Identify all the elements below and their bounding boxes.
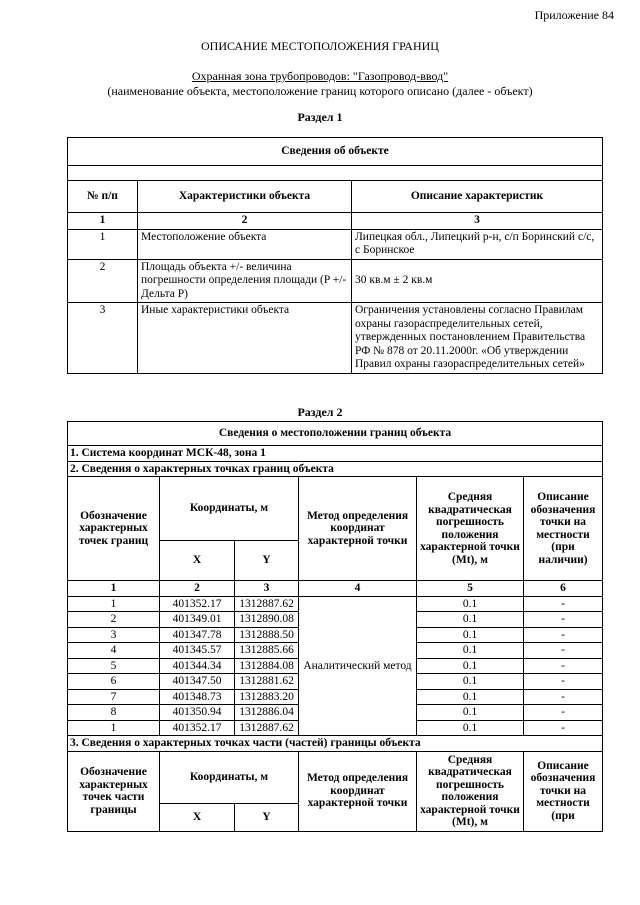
header-number: № п/п xyxy=(68,181,138,213)
header-coords: Координаты, м xyxy=(160,477,299,541)
point-id: 6 xyxy=(68,674,160,690)
appendix-label: Приложение 84 xyxy=(534,8,614,22)
point-y: 1312883.20 xyxy=(235,689,299,705)
point-y: 1312881.62 xyxy=(235,674,299,690)
point-y: 1312885.66 xyxy=(235,643,299,659)
header-accuracy: Средняя квадратическая погрешность положения характерной точки (Mt), м xyxy=(417,477,524,581)
point-y: 1312884.08 xyxy=(235,658,299,674)
point-x: 401352.17 xyxy=(160,596,235,612)
point-desc: - xyxy=(524,674,603,690)
point-id: 7 xyxy=(68,689,160,705)
point-desc: - xyxy=(524,689,603,705)
section2-title: Раздел 2 xyxy=(297,405,343,419)
header-characteristics: Характеристики объекта xyxy=(138,181,352,213)
col-number: 5 xyxy=(417,581,524,597)
col-number: 1 xyxy=(68,213,138,230)
point-id: 1 xyxy=(68,720,160,736)
header-x: X xyxy=(160,541,235,581)
object-note: (наименование объекта, местоположение границ которого описано (далее - объект) xyxy=(107,84,533,98)
header-point-description: Описание обозначения точки на местности (при наличии) xyxy=(524,477,603,581)
object-info-table xyxy=(67,137,603,374)
boundary-table-title: Сведения о местоположении границ объекта xyxy=(68,422,603,446)
point-method: Аналитический метод xyxy=(299,596,417,736)
point-desc: - xyxy=(524,643,603,659)
parts-header-designation: Обозначение характерных точек части границы xyxy=(68,751,160,831)
point-mt: 0.1 xyxy=(417,627,524,643)
point-mt: 0.1 xyxy=(417,612,524,628)
boundary-table xyxy=(67,421,603,832)
col-number: 1 xyxy=(68,581,160,597)
row-name: Местоположение объекта xyxy=(138,229,352,259)
spacer-row xyxy=(68,166,603,181)
point-desc: - xyxy=(524,720,603,736)
parts-header-accuracy: Средняя квадратическая погрешность положения характерной точки (Mt), м xyxy=(417,751,524,831)
object-name xyxy=(0,69,640,84)
parts-header-x: X xyxy=(160,803,235,831)
point-desc: - xyxy=(524,612,603,628)
row-number: 2 xyxy=(68,259,138,303)
point-x: 401348.73 xyxy=(160,689,235,705)
point-mt: 0.1 xyxy=(417,658,524,674)
header-y: Y xyxy=(235,541,299,581)
point-mt: 0.1 xyxy=(417,720,524,736)
point-y: 1312890.08 xyxy=(235,612,299,628)
point-id: 5 xyxy=(68,658,160,674)
header-method: Метод определения координат характерной точки xyxy=(299,477,417,581)
header-description: Описание характеристик xyxy=(352,181,603,213)
point-desc: - xyxy=(524,705,603,721)
point-mt: 0.1 xyxy=(417,689,524,705)
col-number: 2 xyxy=(160,581,235,597)
table-row xyxy=(68,259,603,303)
row-value: Ограничения установлены согласно Правилам охраны газораспределительных сетей, утвержденных постановлением Правительства РФ № 878 от 20.11.2000г. «Об утверждении Правил охраны газораспределительных сетей» xyxy=(352,303,603,374)
point-id: 2 xyxy=(68,612,160,628)
point-y: 1312887.62 xyxy=(235,720,299,736)
row-value: 30 кв.м ± 2 кв.м xyxy=(352,259,603,303)
row-number: 3 xyxy=(68,303,138,374)
point-id: 8 xyxy=(68,705,160,721)
parts-header-method: Метод определения координат характерной точки xyxy=(299,751,417,831)
point-x: 401347.50 xyxy=(160,674,235,690)
point-mt: 0.1 xyxy=(417,596,524,612)
point-y: 1312888.50 xyxy=(235,627,299,643)
point-x: 401345.57 xyxy=(160,643,235,659)
row-number: 1 xyxy=(68,229,138,259)
point-id: 1 xyxy=(68,596,160,612)
point-id: 4 xyxy=(68,643,160,659)
table-row xyxy=(68,229,603,259)
parts-header-point-description: Описание обозначения точки на местности (при xyxy=(524,751,603,831)
col-number: 4 xyxy=(299,581,417,597)
object-info-table-title: Сведения об объекте xyxy=(68,138,603,166)
table-row xyxy=(68,303,603,374)
parts-title: 3. Сведения о характерных точках части (частей) границы объекта xyxy=(68,736,603,752)
col-number: 3 xyxy=(352,213,603,230)
point-mt: 0.1 xyxy=(417,674,524,690)
point-x: 401349.01 xyxy=(160,612,235,628)
points-title: 2. Сведения о характерных точках границ объекта xyxy=(68,461,603,477)
parts-header-coords: Координаты, м xyxy=(160,751,299,803)
object-name-text: Охранная зона трубопроводов: "Газопровод-ввод" xyxy=(191,69,449,83)
section1-title: Раздел 1 xyxy=(297,110,343,124)
table-row xyxy=(68,596,603,612)
point-x: 401350.94 xyxy=(160,705,235,721)
col-number: 2 xyxy=(138,213,352,230)
coord-system: 1. Система координат МСК-48, зона 1 xyxy=(68,446,603,462)
point-id: 3 xyxy=(68,627,160,643)
row-name: Площадь объекта +/- величина погрешности определения площади (P +/- Дельта P) xyxy=(138,259,352,303)
point-y: 1312887.62 xyxy=(235,596,299,612)
col-number: 6 xyxy=(524,581,603,597)
point-desc: - xyxy=(524,658,603,674)
document-title: ОПИСАНИЕ МЕСТОПОЛОЖЕНИЯ ГРАНИЦ xyxy=(201,39,439,53)
header-designation: Обозначение характерных точек границ xyxy=(68,477,160,581)
point-x: 401344.34 xyxy=(160,658,235,674)
col-number: 3 xyxy=(235,581,299,597)
point-y: 1312886.04 xyxy=(235,705,299,721)
point-mt: 0.1 xyxy=(417,643,524,659)
point-x: 401352.17 xyxy=(160,720,235,736)
row-value: Липецкая обл., Липецкий р-н, с/п Боринский с/с, с Боринское xyxy=(352,229,603,259)
row-name: Иные характеристики объекта xyxy=(138,303,352,374)
parts-header-y: Y xyxy=(235,803,299,831)
point-desc: - xyxy=(524,596,603,612)
point-mt: 0.1 xyxy=(417,705,524,721)
point-desc: - xyxy=(524,627,603,643)
point-x: 401347.78 xyxy=(160,627,235,643)
